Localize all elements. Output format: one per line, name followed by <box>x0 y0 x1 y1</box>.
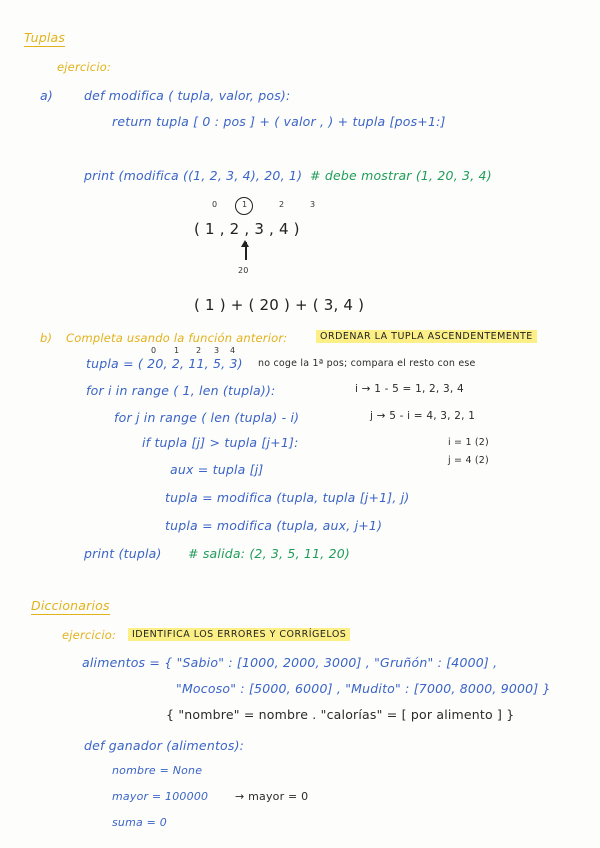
expected-output-comment: # debe mostrar (1, 20, 3, 4) <box>310 168 492 183</box>
highlight-identifica: IDENTIFICA LOS ERRORES Y CORRÍGELOS <box>128 628 350 641</box>
index-label: 2 <box>279 200 285 209</box>
for-i-note: i → 1 - 5 = 1, 2, 3, 4 <box>355 383 464 395</box>
modifica-assign-2: tupla = modifica (tupla, aux, j+1) <box>165 518 383 533</box>
index-label: 2 <box>196 346 202 355</box>
if-line: if tupla [j] > tupla [j+1]: <box>142 435 299 450</box>
if-note-j: j = 4 (2) <box>448 455 489 466</box>
tupla-assignment: tupla = ( 20, 2, 11, 5, 3) <box>86 356 243 371</box>
tupla-note: no coge la 1ª pos; compara el resto con ese <box>258 358 476 369</box>
aux-line: aux = tupla [j] <box>170 462 264 477</box>
return-line: return tupla [ 0 : pos ] + ( valor , ) + tupla [pos+1:] <box>112 114 446 129</box>
for-j-note: j → 5 - i = 4, 3, 2, 1 <box>370 410 476 422</box>
for-j-line: for j in range ( len (tupla) - i) <box>114 410 300 425</box>
mayor-correction: → mayor = 0 <box>235 790 309 803</box>
print-modifica-line: print (modifica ((1, 2, 3, 4), 20, 1) <box>84 168 303 183</box>
nombre-none-line: nombre = None <box>112 764 203 777</box>
exercise-label: ejercicio: <box>62 628 117 642</box>
tuple-display: ( 1 , 2 , 3 , 4 ) <box>194 220 300 238</box>
mayor-line: mayor = 100000 <box>112 790 209 803</box>
item-b-instruction: Completa usando la función anterior: <box>66 331 288 345</box>
item-a-label: a) <box>40 88 53 103</box>
index-label: 0 <box>151 346 157 355</box>
index-label: 3 <box>310 200 316 209</box>
item-b-label: b) <box>40 331 53 345</box>
highlight-ordenar: ORDENAR LA TUPLA ASCENDENTEMENTE <box>316 330 537 343</box>
if-note-i: i = 1 (2) <box>448 437 489 448</box>
for-i-line: for i in range ( 1, len (tupla)): <box>86 383 276 398</box>
index-label: 4 <box>230 346 236 355</box>
modifica-assign-1: tupla = modifica (tupla, tupla [j+1], j) <box>165 490 410 505</box>
alimentos-line-1: alimentos = { "Sabio" : [1000, 2000, 3000] , "Gruñón" : [4000] , <box>82 655 498 670</box>
dictionary-structure-note: { "nombre" = nombre . "calorías" = [ por alimento ] } <box>166 707 515 722</box>
def-modifica-line: def modifica ( tupla, valor, pos): <box>84 88 291 103</box>
print-tupla-line: print (tupla) <box>84 546 162 561</box>
index-label: 3 <box>214 346 220 355</box>
exercise-label: ejercicio: <box>57 60 112 74</box>
index-label: 0 <box>212 200 218 209</box>
alimentos-line-2: "Mocoso" : [5000, 6000] , "Mudito" : [7000, 8000, 9000] } <box>176 681 551 696</box>
suma-line: suma = 0 <box>112 816 167 829</box>
index-label: 1 <box>242 200 248 209</box>
def-ganador-line: def ganador (alimentos): <box>84 738 245 753</box>
salida-comment: # salida: (2, 3, 5, 11, 20) <box>188 546 350 561</box>
section-title-diccionarios: Diccionarios <box>31 598 110 613</box>
replacement-value: 20 <box>238 266 249 275</box>
arrow-up-icon <box>245 242 247 260</box>
section-title-tuplas: Tuplas <box>24 30 66 45</box>
concatenation-result: ( 1 ) + ( 20 ) + ( 3, 4 ) <box>194 296 365 314</box>
index-label: 1 <box>174 346 180 355</box>
